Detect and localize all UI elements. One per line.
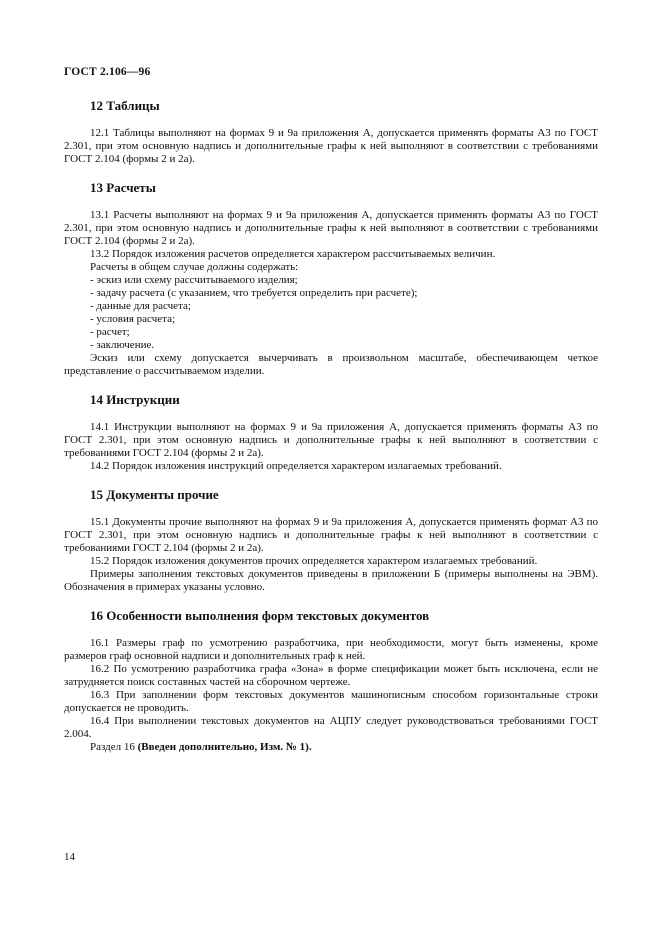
section-14 [64, 392, 598, 473]
note-amendment: (Введен дополнительно, Изм. № 1). [137, 741, 312, 753]
paragraph-15-1: 15.1 Документы прочие выполняют на формах 9 и 9а приложения А, допускается применять формат А3 по ГОСТ 2.301, при этом основную надпись и дополнительные графы к ней выполняют в соответствии с требованиями ГОСТ 2.104 (формы 2 и 2а). [64, 516, 598, 554]
paragraph-16-2: 16.2 По усмотрению разработчика графа «Зона» в форме спецификации может быть исключена, если не затрудняется поиск составных частей на сборочном чертеже. [64, 663, 598, 688]
paragraph-15-2: 15.2 Порядок изложения документов прочих определяется характером излагаемых требований. [90, 555, 538, 567]
list-item: - расчет; [90, 326, 130, 338]
list-item: - заключение. [90, 339, 155, 351]
section-title-15: 15 Документы прочие [90, 487, 219, 502]
paragraph-15-3: Примеры заполнения текстовых документов приведены в приложении Б (примеры выполнены на ЭВМ). Обозначения в примерах указаны условно. [64, 568, 598, 593]
list-item: - эскиз или схему рассчитываемого изделия; [90, 274, 298, 286]
paragraph-13-2: 13.2 Порядок изложения расчетов определяется характером рассчитываемых величин. [90, 248, 496, 260]
paragraph-14-2: 14.2 Порядок изложения инструкций определяется характером излагаемых требований. [90, 460, 502, 472]
document-body [64, 98, 598, 768]
section-title-13: 13 Расчеты [90, 180, 156, 195]
section-title-16: 16 Особенности выполнения форм текстовых документов [90, 608, 430, 623]
section-13 [64, 180, 598, 378]
section-title-12: 12 Таблицы [90, 98, 160, 113]
document-code-header: ГОСТ 2.106—96 [64, 66, 151, 78]
paragraph-12-1: 12.1 Таблицы выполняют на формах 9 и 9а приложения А, допускается применять форматы А3 по ГОСТ 2.301, при этом основную надпись и дополнительные графы к ней выполняют в соответствии с требованиями ГОСТ 2.104 (формы 2 и 2а). [64, 127, 598, 165]
paragraph-16-4: 16.4 При выполнении текстовых документов на АЦПУ следует руководствоваться требованиями ГОСТ 2.004. [64, 715, 598, 740]
list-item: - задачу расчета (с указанием, что требуется определить при расчете); [90, 287, 418, 299]
paragraph-16-1: 16.1 Размеры граф по усмотрению разработчика, при необходимости, могут быть изменены, кроме размеров граф основной надписи и дополнительных граф к ней. [64, 637, 598, 662]
paragraph-13-3: Эскиз или схему допускается вычерчивать в произвольном масштабе, обеспечивающем четкое представление о рассчитываемом изделии. [64, 352, 598, 377]
list-item: - данные для расчета; [90, 300, 191, 312]
section-16 [64, 608, 598, 754]
paragraph-13-1: 13.1 Расчеты выполняют на формах 9 и 9а приложения А, допускается применять форматы А3 по ГОСТ 2.301, при этом основную надпись и дополнительные графы к ней выполняют в соответствии с требованиями ГОСТ 2.104 (формы 2 и 2а). [64, 209, 598, 247]
section-16-note [90, 741, 598, 754]
list-item: - условия расчета; [90, 313, 176, 325]
paragraph-16-3: 16.3 При заполнении форм текстовых документов машинописным способом горизонтальные строки допускается не проводить. [64, 689, 598, 714]
section-15 [64, 487, 598, 594]
section-12 [64, 98, 598, 166]
section-title-14: 14 Инструкции [90, 392, 180, 407]
page-number: 14 [64, 851, 75, 863]
note-prefix: Раздел 16 [90, 741, 138, 753]
paragraph-14-1: 14.1 Инструкции выполняют на формах 9 и 9а приложения А, допускается применять форматы А3 по ГОСТ 2.301, при этом основную надпись и дополнительные графы к ней выполняют в соответствии с требованиями ГОСТ 2.104 (формы 2 и 2а). [64, 421, 598, 459]
list-intro: Расчеты в общем случае должны содержать: [90, 261, 299, 273]
